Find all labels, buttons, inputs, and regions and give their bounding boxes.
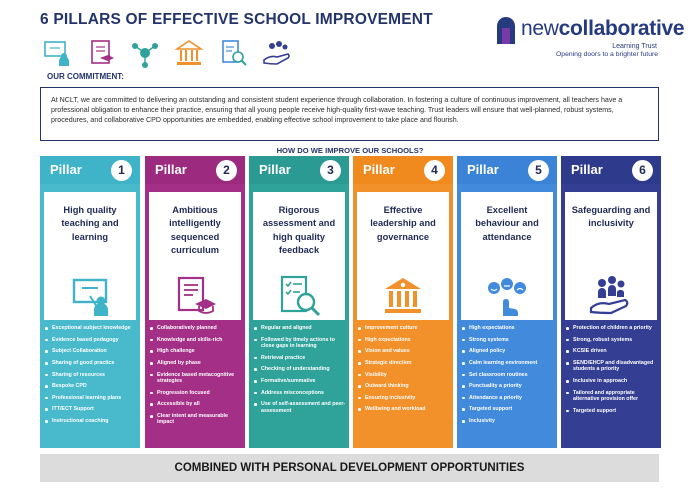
pillar-card	[357, 192, 449, 320]
pillar-number: 5	[528, 160, 549, 181]
page-title: 6 PILLARS OF EFFECTIVE SCHOOL IMPROVEMENT	[40, 11, 433, 28]
pillar-body	[561, 184, 661, 448]
list-item: Collaboratively planned	[150, 325, 242, 331]
pillar-label: Pillar	[155, 162, 187, 177]
pillar-number: 3	[320, 160, 341, 181]
pillar-bullet-list	[566, 325, 658, 419]
pillar-title: Rigorous assessment and high quality feedback	[262, 205, 336, 256]
list-item: ITT/ECT Support	[45, 406, 137, 412]
list-item: Visibility	[358, 372, 450, 378]
list-item: Attendance a priority	[462, 395, 554, 401]
pillar-header	[561, 156, 661, 185]
list-item: Checking of understanding	[254, 366, 346, 372]
list-item: Sharing of resources	[45, 372, 137, 378]
list-item: Strong, robust systems	[566, 337, 658, 343]
pillar-number: 2	[216, 160, 237, 181]
pillar-body	[145, 184, 245, 448]
commitment-heading: OUR COMMITMENT:	[47, 72, 124, 81]
list-item: Subject Collaboration	[45, 348, 137, 354]
pillar-bullet-list	[45, 325, 137, 430]
list-item: Vision and values	[358, 348, 450, 354]
pillar-bullet-list	[358, 325, 450, 418]
pillar-header	[249, 156, 349, 185]
feedback-magnifier-icon	[218, 38, 248, 68]
logo-subtitle: Learning Trust	[612, 43, 657, 50]
pillar-column-6	[561, 156, 661, 449]
list-item: Aligned by phase	[150, 360, 242, 366]
list-item: Calm learning environment	[462, 360, 554, 366]
pillar-label: Pillar	[571, 162, 603, 177]
list-item: Instructional coaching	[45, 418, 137, 424]
list-item: Progression focused	[150, 390, 242, 396]
pillar-bullet-list	[254, 325, 346, 419]
commitment-text: At NCLT, we are committed to delivering an outstanding and consistent student experience through collaboration. In fostering a culture of continuous improvement, all teachers have a professional obligation to enhance their practice, ensuring that all young people receive high-quality first-wave teaching. Trust leaders will ensure that well-planned, robust systems, procedures, and collaborative CPD opportunities are embedded, enabling effective school improvement to take place and flourish.	[40, 87, 659, 141]
list-item: Inclusive in approach	[566, 378, 658, 384]
list-item: High expectations	[462, 325, 554, 331]
teaching-icon	[42, 38, 72, 68]
list-item: Use of self-assessment and peer-assessment	[254, 401, 346, 414]
how-heading: HOW DO WE IMPROVE OUR SCHOOLS?	[276, 146, 424, 155]
list-item: Bespoke CPD	[45, 383, 137, 389]
institution-building-icon	[381, 274, 425, 318]
pillar-title: Excellent behaviour and attendance	[475, 205, 539, 242]
pillar-bullet-list	[150, 325, 242, 431]
pillar-header	[353, 156, 453, 185]
list-item: Evidence based metacognitive strategies	[150, 372, 242, 385]
list-item: Protection of children a priority	[566, 325, 658, 331]
pillar-number: 6	[632, 160, 653, 181]
list-item: Knowledge and skills-rich	[150, 337, 242, 343]
pillar-header	[40, 156, 140, 185]
list-item: Retrieval practice	[254, 355, 346, 361]
list-item: Clear intent and measurable impact	[150, 413, 242, 426]
pillar-column-1	[40, 156, 140, 449]
list-item: Ensuring inclusivity	[358, 395, 450, 401]
footer-banner: COMBINED WITH PERSONAL DEVELOPMENT OPPORTUNITIES	[40, 454, 659, 482]
pillar-header	[145, 156, 245, 185]
pillar-number: 4	[424, 160, 445, 181]
list-item: SEND/EHCP and disadvantaged students a priority	[566, 360, 658, 373]
list-item: Wellbeing and workload	[358, 406, 450, 412]
leadership-building-icon	[174, 38, 204, 68]
pillar-label: Pillar	[50, 162, 82, 177]
list-item: Professional learning plans	[45, 395, 137, 401]
list-item: Strategic direction	[358, 360, 450, 366]
pillar-body	[457, 184, 557, 448]
pillar-header	[457, 156, 557, 185]
list-item: Targeted support	[462, 406, 554, 412]
pillar-card	[565, 192, 657, 320]
list-item: Targeted support	[566, 408, 658, 414]
header-icon-row	[42, 38, 292, 68]
pillar-column-2	[145, 156, 245, 449]
pillar-title: Safeguarding and inclusivity	[571, 205, 651, 229]
list-item: Address misconceptions	[254, 390, 346, 396]
pillar-card	[253, 192, 345, 320]
list-item: Followed by timely actions to close gaps in learning	[254, 337, 346, 350]
assessment-network-icon	[130, 38, 160, 68]
pillar-card	[44, 192, 136, 320]
pillar-label: Pillar	[363, 162, 395, 177]
logo-name: newcollaborative	[521, 17, 685, 40]
curriculum-doc-icon	[173, 274, 217, 318]
pillar-body	[249, 184, 349, 448]
pillar-body	[40, 184, 140, 448]
list-item: KCSIE driven	[566, 348, 658, 354]
pillar-column-5	[457, 156, 557, 449]
list-item: Tailored and appropriate alternative provision offer	[566, 390, 658, 403]
checklist-magnifier-icon	[277, 274, 321, 318]
pillar-title: Ambitious intelligently sequenced curriculum	[169, 205, 221, 256]
list-item: Formative/summative	[254, 378, 346, 384]
list-item: Accessible by all	[150, 401, 242, 407]
pillar-bullet-list	[462, 325, 554, 430]
teacher-board-icon	[68, 274, 112, 318]
list-item: Evidence based pedagogy	[45, 337, 137, 343]
list-item: Aligned policy	[462, 348, 554, 354]
safeguarding-hands-icon	[262, 38, 292, 68]
caring-hands-icon	[589, 274, 633, 318]
list-item: Regular and aligned	[254, 325, 346, 331]
curriculum-icon	[86, 38, 116, 68]
logo-tagline: Opening doors to a brighter future	[556, 51, 659, 58]
pillar-column-3	[249, 156, 349, 449]
list-item: Outward thinking	[358, 383, 450, 389]
pillar-label: Pillar	[467, 162, 499, 177]
list-item: Exceptional subject knowledge	[45, 325, 137, 331]
list-item: Inclusivity	[462, 418, 554, 424]
pillar-body	[353, 184, 453, 448]
logo-door-icon	[495, 16, 517, 44]
pillar-column-4	[353, 156, 453, 449]
list-item: Improvement culture	[358, 325, 450, 331]
list-item: Set classroom routines	[462, 372, 554, 378]
pillar-card	[461, 192, 553, 320]
list-item: Punctuality a priority	[462, 383, 554, 389]
feedback-faces-icon	[485, 274, 529, 318]
list-item: High expectations	[358, 337, 450, 343]
pillar-title: Effective leadership and governance	[370, 205, 436, 242]
pillar-title: High quality teaching and learning	[61, 205, 119, 242]
pillar-label: Pillar	[259, 162, 291, 177]
list-item: Sharing of good practice	[45, 360, 137, 366]
logo	[495, 16, 685, 66]
pillar-number: 1	[111, 160, 132, 181]
list-item: High challenge	[150, 348, 242, 354]
list-item: Strong systems	[462, 337, 554, 343]
pillar-card	[149, 192, 241, 320]
